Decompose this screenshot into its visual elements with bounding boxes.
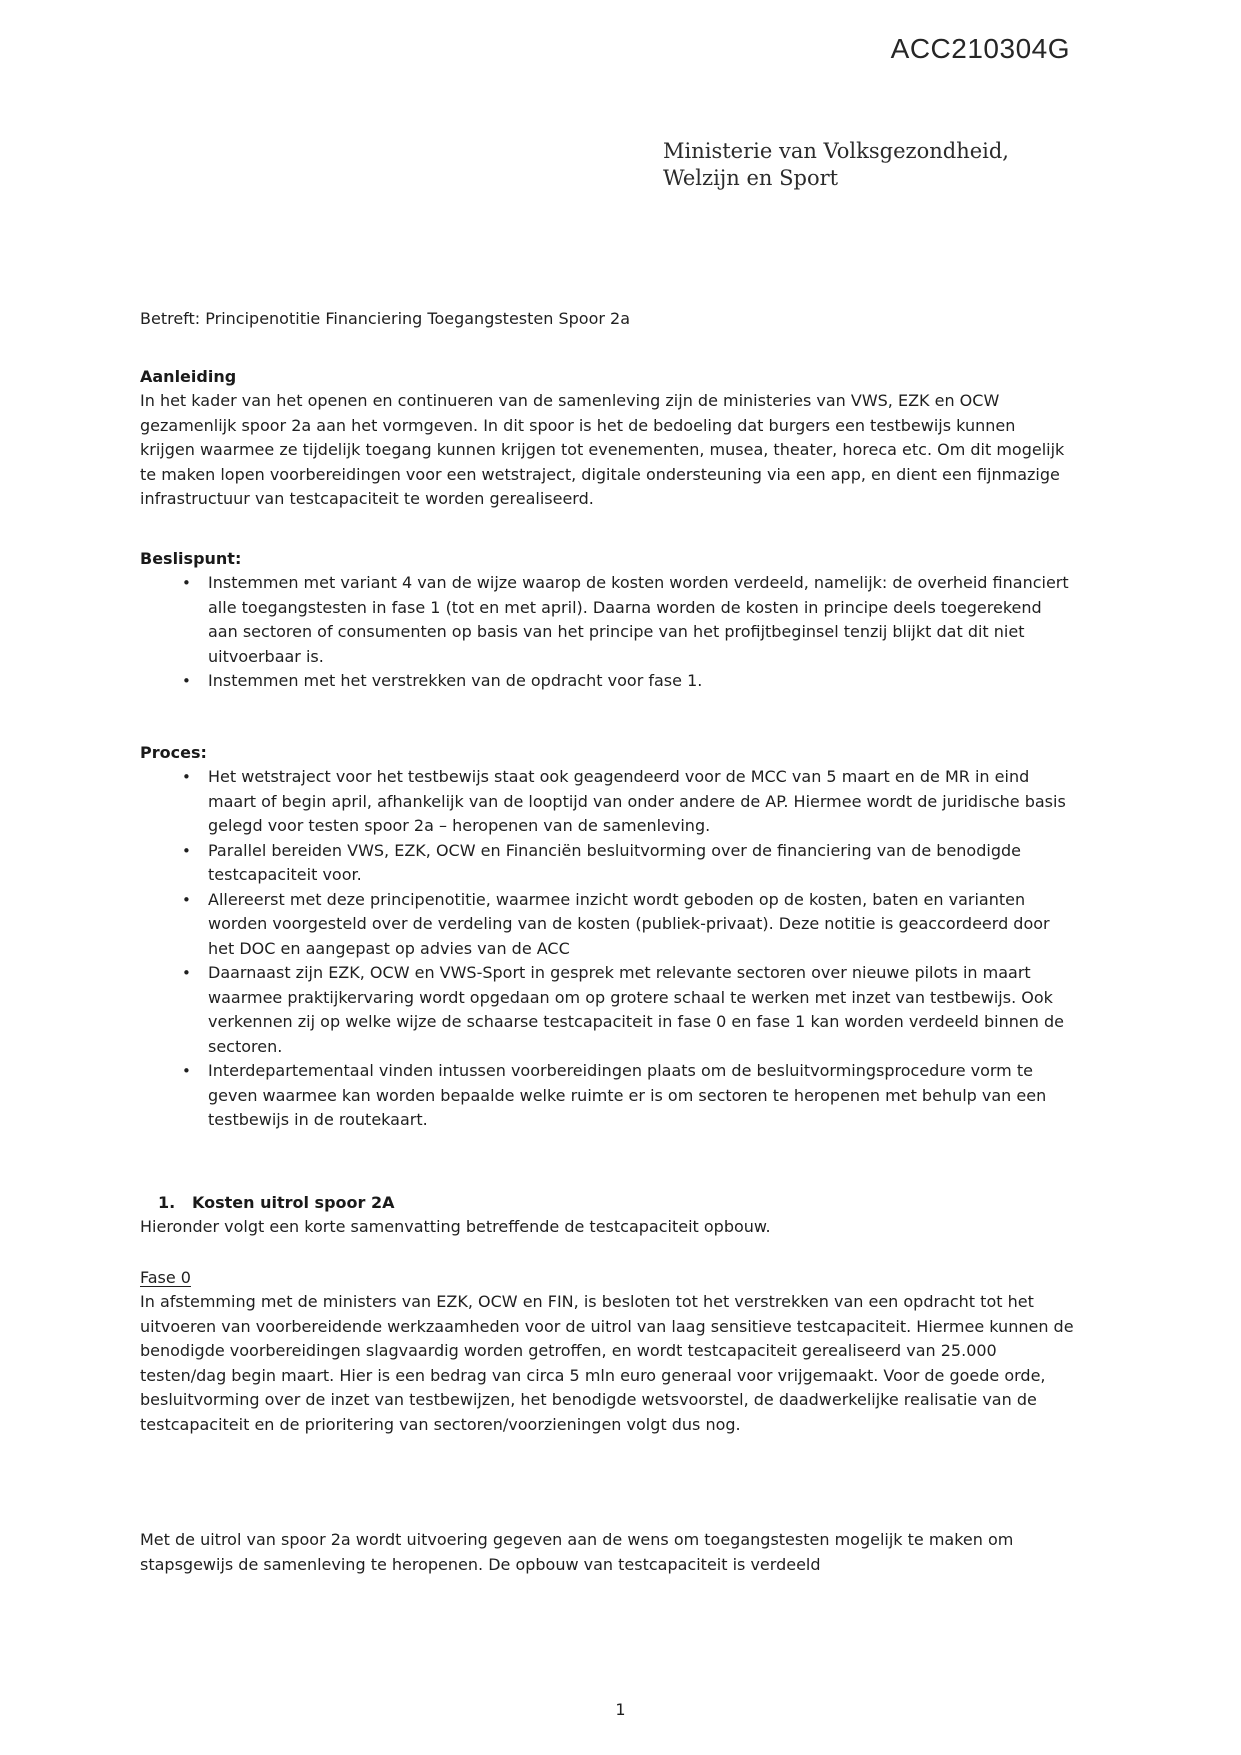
aanleiding-paragraph: In het kader van het openen en continueren van de samenleving zijn de ministeries van VWS, EZK en OCW gezamenlijk spoor 2a aan het vormgeven. In dit spoor is het de bedoeling dat burgers een testbewijs kunnen krijgen waarmee ze tijdelijk toegang kunnen krijgen tot evenementen, musea, theater, horeca etc. Om dit mogelijk te maken lopen voorbereidingen voor een wetstraject, digitale ondersteuning via een app, en dient een fijnmazige infrastructuur van testcapaciteit te worden gerealiseerd. [140, 391, 1065, 508]
subsection-heading-fase0: Fase 0 [140, 1267, 191, 1287]
closing-paragraph: Met de uitrol van spoor 2a wordt uitvoering gegeven aan de wens om toegangstesten mogelijk te maken om stapsgewijs de samenleving te heropenen. De opbouw van testcapaciteit is verdeeld [140, 1530, 1014, 1574]
section-heading-aanleiding: Aanleiding [140, 366, 237, 386]
proces-bullet-4: • Daarnaast zijn EZK, OCW en VWS-Sport in gesprek met relevante sectoren over nieuwe pilots in maart waarmee praktijkervaring wordt opgedaan om op grotere schaal te werken met inzet van testbewijs. Ook verkennen zij op welke wijze de schaarse testcapaciteit in fase 0 en fase 1 kan worden verdeeld binnen de sectoren. [208, 961, 1075, 1059]
proces-bullet-list [140, 765, 1075, 1133]
kosten-intro-paragraph: Hieronder volgt een korte samenvatting betreffende de testcapaciteit opbouw. [140, 1217, 771, 1236]
document-reference-code: ACC210304G [890, 33, 1070, 64]
proces-bullet-5: • Interdepartementaal vinden intussen voorbereidingen plaats om de besluitvormingsprocedure vorm te geven waarmee kan worden bepaalde welke ruimte er is om sectoren te heropenen met behulp van een testbewijs in de routekaart. [208, 1059, 1075, 1133]
section-heading-proces: Proces: [140, 742, 207, 762]
page-number: 1 [615, 1700, 626, 1719]
kosten-heading-text: Kosten uitrol spoor 2A [192, 1192, 395, 1212]
section-heading-beslispunt: Beslispunt: [140, 548, 242, 568]
beslispunt-bullet-list [140, 571, 1075, 694]
section-heading-kosten [140, 1191, 1075, 1216]
kosten-heading-number: 1. [158, 1192, 176, 1212]
document-body [140, 0, 1075, 1577]
subject-line: Betreft: Principenotitie Financiering Toegangstesten Spoor 2a [140, 309, 631, 328]
proces-bullet-1: • Het wetstraject voor het testbewijs staat ook geagendeerd voor de MCC van 5 maart en de MR in eind maart of begin april, afhankelijk van de looptijd van onder andere de AP. Hiermee wordt de juridische basis gelegd voor testen spoor 2a – heropenen van de samenleving. [208, 765, 1075, 839]
ministry-name-line2: Welzijn en Sport [663, 166, 839, 190]
beslispunt-bullet-1: • Instemmen met variant 4 van de wijze waarop de kosten worden verdeeld, namelijk: de overheid financiert alle toegangstesten in fase 1 (tot en met april). Daarna worden de kosten in principe deels toegerekend aan sectoren of consumenten op basis van het principe van het profijtbeginsel tenzij blijkt dat dit niet uitvoerbaar is. [208, 571, 1075, 669]
ministry-name-line1: Ministerie van Volksgezondheid, [663, 139, 1009, 163]
proces-bullet-2: • Parallel bereiden VWS, EZK, OCW en Financiën besluitvorming over de financiering van de benodigde testcapaciteit voor. [208, 839, 1075, 888]
beslispunt-bullet-2: • Instemmen met het verstrekken van de opdracht voor fase 1. [208, 669, 1075, 694]
fase0-paragraph: In afstemming met de ministers van EZK, OCW en FIN, is besloten tot het verstrekken van een opdracht tot het uitvoeren van voorbereidende werkzaamheden voor de uitrol van laag sensitieve testcapaciteit. Hiermee kunnen de benodigde voorbereidingen slagvaardig worden getroffen, en wordt testcapaciteit gerealiseerd van 25.000 testen/dag begin maart. Hier is een bedrag van circa 5 mln euro generaal voor vrijgemaakt. Voor de goede orde, besluitvorming over de inzet van testbewijzen, het benodigde wetsvoorstel, de daadwerkelijke realisatie van de testcapaciteit en de prioritering van sectoren/voorzieningen volgt dus nog. [140, 1292, 1074, 1434]
proces-bullet-3: • Allereerst met deze principenotitie, waarmee inzicht wordt geboden op de kosten, baten en varianten worden voorgesteld over de verdeling van de kosten (publiek-privaat). Deze notitie is geaccordeerd door het DOC en aangepast op advies van de ACC [208, 888, 1075, 962]
